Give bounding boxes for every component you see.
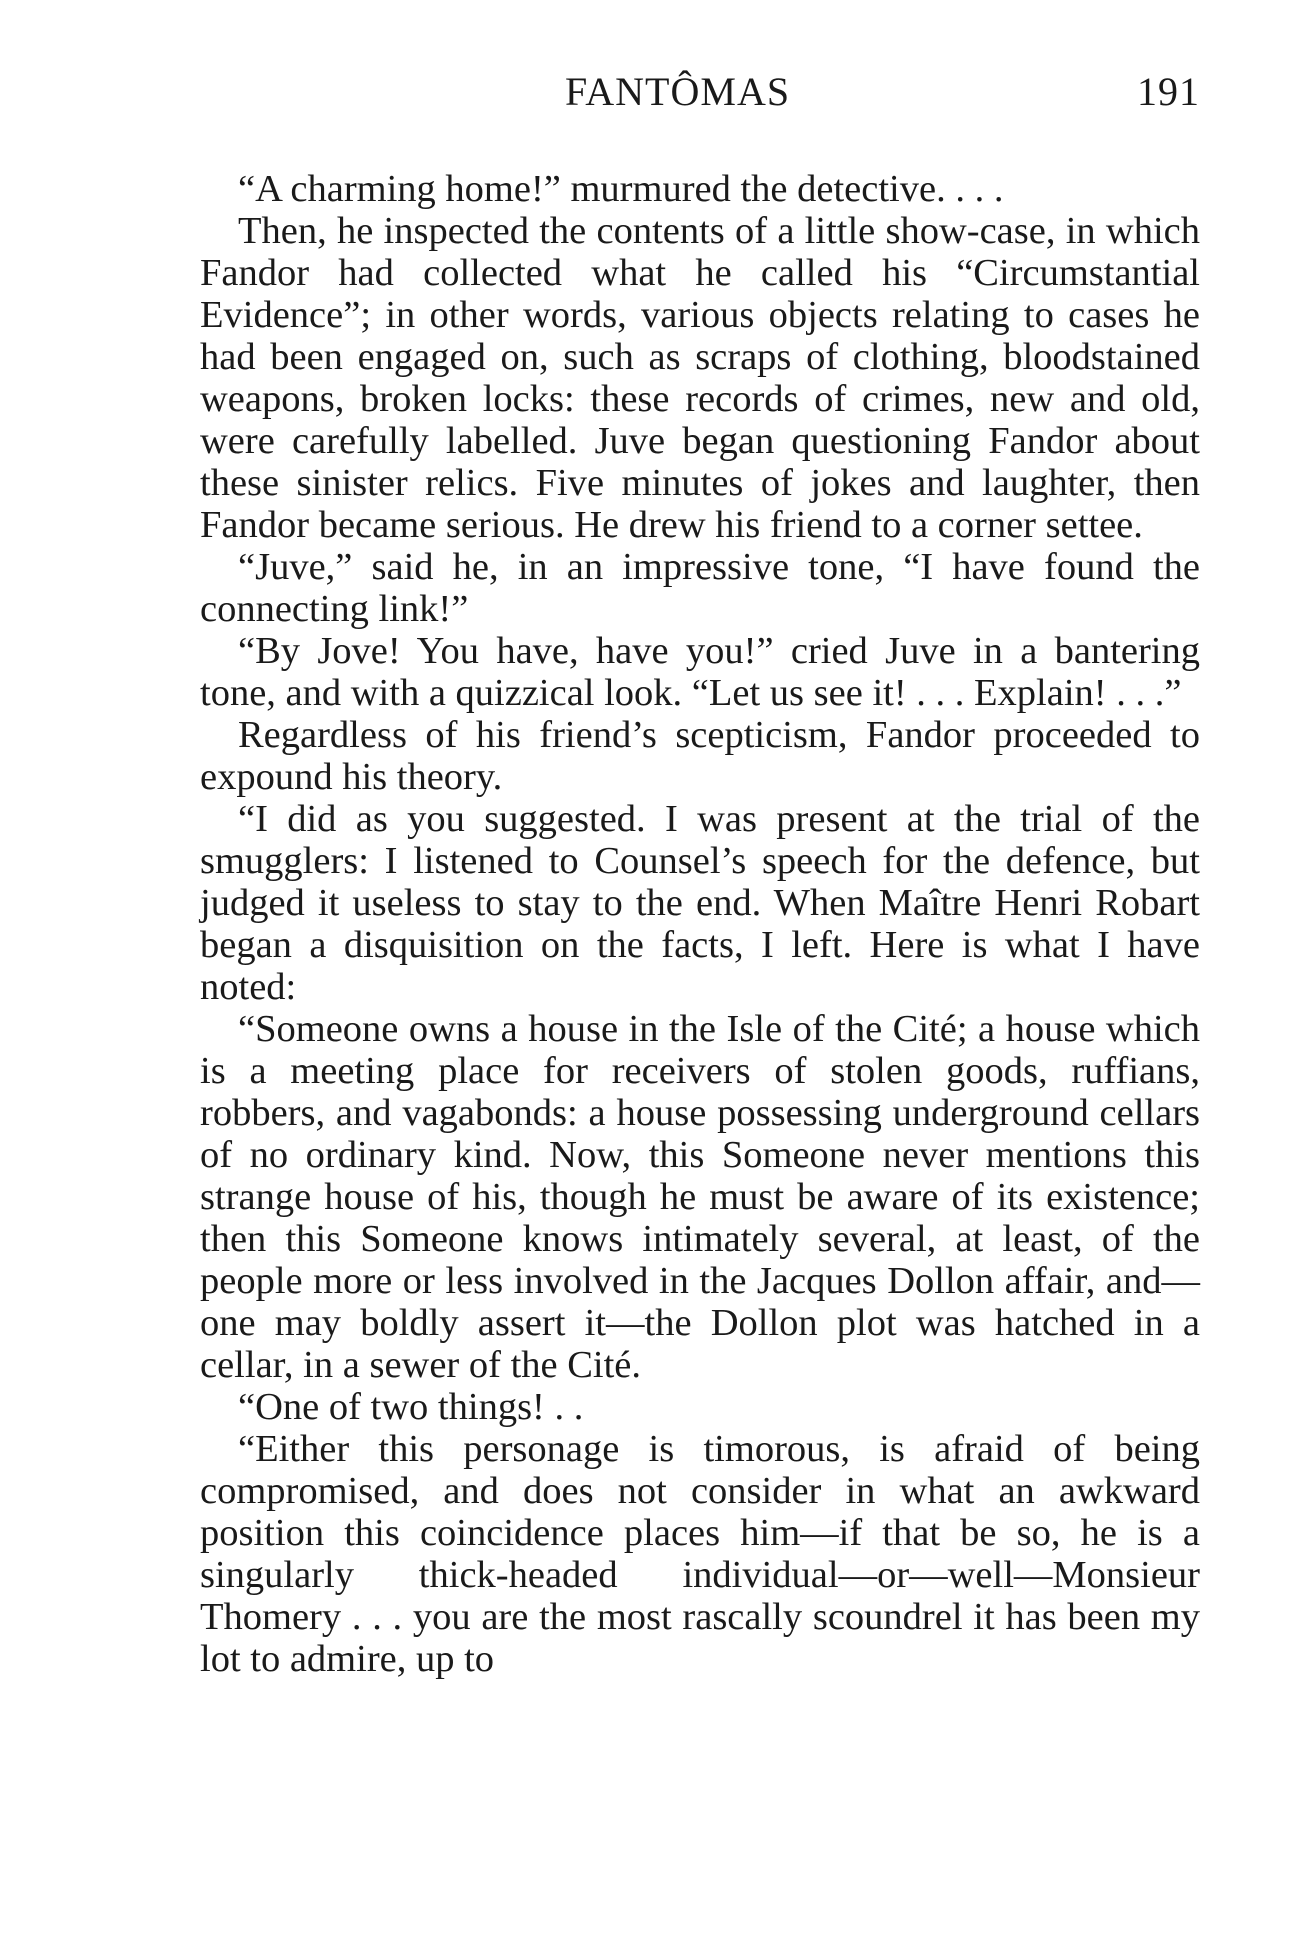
paragraph: “I did as you suggested. I was present at the trial of the smugglers: I listened to Counsel’s speech for the defence, but judged it useless to stay to the end. When Maître Henri Robart began a disquisition on the facts, I left. Here is what I have noted: bbox=[200, 798, 1200, 1008]
running-title: FANTÔMAS bbox=[565, 69, 791, 114]
paragraph: “By Jove! You have, have you!” cried Juve in a bantering tone, and with a quizzical look. “Let us see it! . . . Explain! . . .” bbox=[200, 630, 1200, 714]
paragraph: “One of two things! . . bbox=[238, 1386, 584, 1428]
paragraph: “Juve,” said he, in an impressive tone, “I have found the connecting link!” bbox=[200, 546, 1200, 630]
book-page bbox=[200, 58, 1200, 1680]
paragraph: “Someone owns a house in the Isle of the Cité; a house which is a meeting place for receivers of stolen goods, ruffians, robbers, and vagabonds: a house possessing underground cellars of no ordinary kind. Now, this Someone never mentions this strange house of his, though he must be aware of its existence; then this Someone knows intimately several, at least, of the people more or less involved in the Jacques Dollon affair, and—one may boldly assert it—the Dollon plot was hatched in a cellar, in a sewer of the Cité. bbox=[200, 1008, 1200, 1386]
running-head bbox=[200, 58, 1200, 128]
page-number: 191 bbox=[1137, 69, 1200, 114]
paragraph: “A charming home!” murmured the detective. . . . bbox=[238, 168, 1004, 210]
paragraph: Then, he inspected the contents of a little show-case, in which Fandor had collected what he called his “Circumstantial Evidence”; in other words, various objects relating to cases he had been engaged on, such as scraps of clothing, bloodstained weapons, broken locks: these records of crimes, new and old, were carefully labelled. Juve began questioning Fandor about these sinister relics. Five minutes of jokes and laughter, then Fandor became serious. He drew his friend to a corner settee. bbox=[200, 210, 1200, 546]
paragraph: Regardless of his friend’s scepticism, Fandor proceeded to expound his theory. bbox=[200, 714, 1200, 798]
body-text bbox=[200, 168, 1200, 1680]
paragraph: “Either this personage is timorous, is afraid of being compromised, and does not consider in what an awkward position this coincidence places him—if that be so, he is a singularly thick-headed individual—or—well—Monsieur Thomery . . . you are the most rascally scoundrel it has been my lot to admire, up to bbox=[200, 1428, 1200, 1680]
